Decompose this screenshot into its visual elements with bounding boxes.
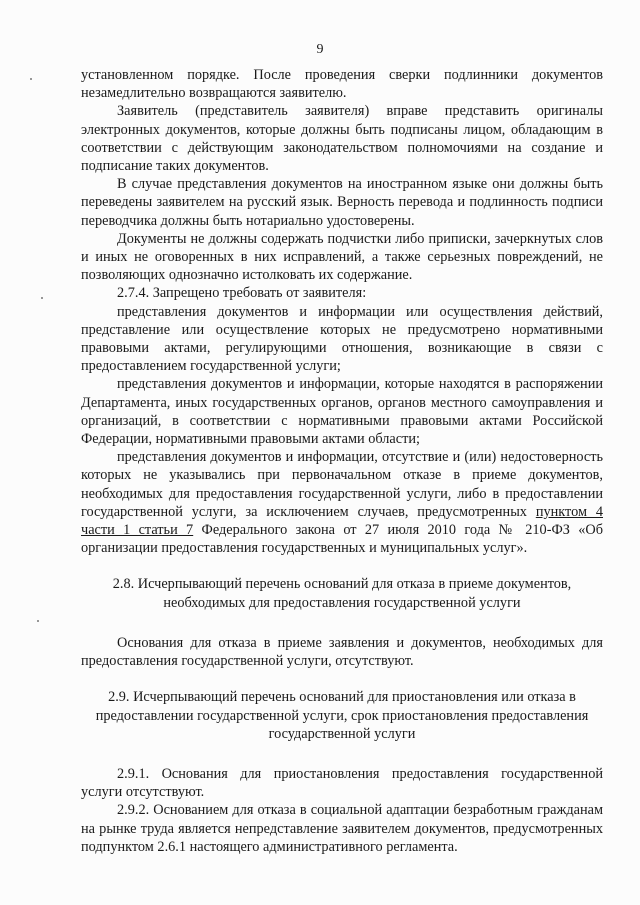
scan-mark [37, 620, 39, 622]
paragraph: представления документов и информации или осуществления действий, представление или осуществление которых не предусмотрено нормативными правовыми актами, регулирующими отношения, возникающие в связи с предоставлением государственной услуги; [81, 303, 603, 375]
paragraph: Заявитель (представитель заявителя) вправе представить оригиналы электронных документов, которые должны быть подписаны лицом, обладающим в соответствии с действующим законодательством полномочиями на создание и подписание таких документов. [81, 103, 603, 175]
paragraph: 2.9.1. Основания для приостановления предоставления государственной услуги отсутствуют. [81, 765, 603, 801]
paragraph: установленном порядке. После проведения сверки подлинники документов незамедлительно возвращаются заявителю. [81, 67, 603, 102]
scan-mark [30, 78, 32, 80]
section-heading-2-9: 2.9. Исчерпывающий перечень оснований для приостановления или отказа в предоставлении государственной услуги, срок приостановления предоставления государственной услуги [95, 689, 589, 742]
section-heading-2-8: 2.8. Исчерпывающий перечень оснований для отказа в приеме документов, необходимых для предоставления государственной услуги [112, 576, 572, 611]
paragraph: представления документов и информации, которые находятся в распоряжении Департамента, иных государственных органов, органов местного самоуправления и организаций, в соответствии с нормативными правовыми актами Российской Федерации, нормативными правовыми актами области; [81, 376, 603, 448]
paragraph-text: Федерального закона от 27 июля 2010 года № 210-ФЗ «Об организации предоставления государственных и муниципальных услуг». [81, 522, 603, 557]
subsection-heading: 2.7.4. Запрещено требовать от заявителя: [117, 285, 367, 302]
paragraph: Основания для отказа в приеме заявления и документов, необходимых для предоставления государственной услуги, отсутствуют. [81, 634, 603, 670]
document-body [81, 66, 603, 856]
paragraph: В случае представления документов на иностранном языке они должны быть переведены заявителем на русский язык. Верность перевода и подлинность подписи переводчика должны быть нотариально удостоверены. [81, 176, 603, 229]
law-reference-link[interactable]: пунктом 4 части 1 статьи 7 [81, 503, 603, 539]
page-number: 9 [316, 42, 324, 57]
paragraph [81, 448, 603, 557]
scan-mark [41, 297, 43, 299]
paragraph: Документы не должны содержать подчистки либо приписки, зачеркнутых слов и иных не оговоренных в них исправлений, а также серьезных повреждений, не позволяющих однозначно истолковать их содержание. [81, 230, 603, 284]
paragraph-text: представления документов и информации, отсутствие и (или) недостоверность которых не указывались при первоначальном отказе в приеме документов, необходимых для предоставления государственной услуги, либо в предоставлении государственной услуги, за исключением случаев, предусмотренных [81, 449, 603, 520]
paragraph: 2.9.2. Основанием для отказа в социальной адаптации безработным гражданам на рынке труда является непредставление заявителем документов, предусмотренных подпунктом 2.6.1 настоящего административного регламента. [81, 802, 603, 855]
